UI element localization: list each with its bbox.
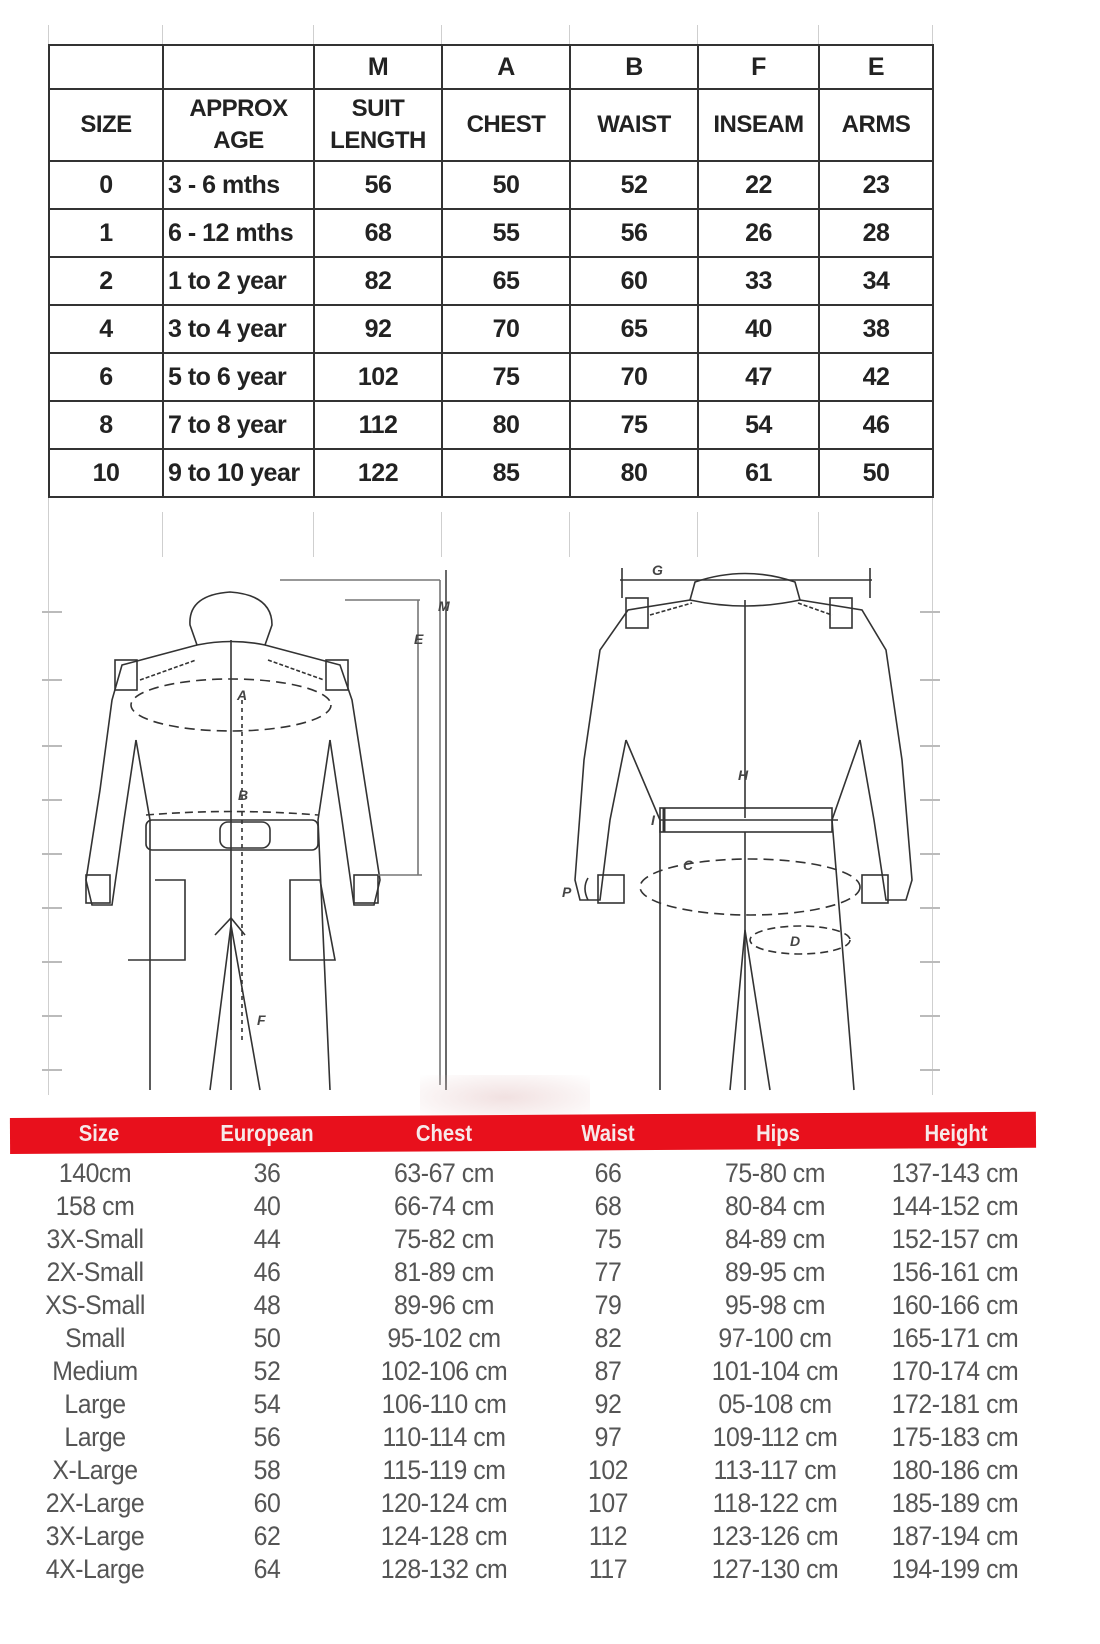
cell-waist: 97	[594, 1422, 622, 1452]
cell-chest: 115-119 cm	[382, 1455, 506, 1485]
header-hips: Hips	[756, 1120, 800, 1146]
letter-cell: E	[819, 45, 933, 89]
back-suit-drawing	[575, 568, 912, 1090]
label-m: M	[438, 598, 450, 614]
cell-hips: 89-95 cm	[725, 1257, 825, 1287]
cell-waist: 79	[594, 1290, 622, 1320]
adult-table-header-band	[10, 1112, 1036, 1154]
cell-waist: 65	[570, 305, 698, 353]
cell-size: 4X-Large	[45, 1554, 145, 1584]
cell-size: XS-Small	[45, 1290, 145, 1320]
label-p: P	[562, 884, 572, 900]
cell-size: 140cm	[58, 1158, 132, 1188]
label-i: I	[651, 812, 655, 828]
cell-suit-length: 82	[314, 257, 442, 305]
cell-european: 58	[253, 1455, 281, 1485]
cell-size: 2	[49, 257, 163, 305]
cell-hips: 80-84 cm	[725, 1191, 825, 1221]
cell-age: 7 to 8 year	[163, 401, 314, 449]
cell-size: X-Large	[52, 1455, 138, 1485]
cell-hips: 75-80 cm	[725, 1158, 825, 1188]
ruler-ticks	[42, 612, 940, 1070]
cell-size: 8	[49, 401, 163, 449]
cell-height: 172-181 cm	[891, 1389, 1019, 1419]
cell-waist: 56	[570, 209, 698, 257]
cell-hips: 84-89 cm	[725, 1224, 825, 1254]
cell-waist: 75	[570, 401, 698, 449]
cell-hips: 109-112 cm	[712, 1422, 838, 1452]
table-row	[49, 305, 933, 353]
cell-waist: 70	[570, 353, 698, 401]
cell-chest: 85	[442, 449, 570, 497]
cell-arms: 23	[819, 161, 933, 209]
cell-hips: 95-98 cm	[725, 1290, 825, 1320]
cell-inseam: 33	[698, 257, 819, 305]
cell-european: 56	[253, 1422, 281, 1452]
table-row	[49, 209, 933, 257]
cell-size: 4	[49, 305, 163, 353]
cell-hips: 97-100 cm	[718, 1323, 832, 1353]
cell-european: 50	[253, 1323, 281, 1353]
cell-waist: 117	[588, 1554, 628, 1584]
cell-arms: 38	[819, 305, 933, 353]
cell-arms: 34	[819, 257, 933, 305]
cell-european: 44	[253, 1224, 281, 1254]
table-row	[49, 353, 933, 401]
cell-chest: 50	[442, 161, 570, 209]
cell-suit-length: 68	[314, 209, 442, 257]
cell-size: Large	[64, 1389, 126, 1419]
cell-size: 10	[49, 449, 163, 497]
header-waist: Waist	[581, 1120, 635, 1146]
cell-arms: 28	[819, 209, 933, 257]
cell-height: 175-183 cm	[891, 1422, 1019, 1452]
cell-chest: 110-114 cm	[382, 1422, 506, 1452]
cell-height: 156-161 cm	[891, 1257, 1019, 1287]
letter-cell: B	[570, 45, 698, 89]
cell-waist: 52	[570, 161, 698, 209]
letter-cell: A	[442, 45, 570, 89]
cell-size: 2X-Large	[45, 1488, 145, 1518]
cell-chest: 95-102 cm	[387, 1323, 501, 1353]
table-row	[0, 1257, 1100, 1289]
cell-age: 3 - 6 mths	[163, 161, 314, 209]
cell-height: 187-194 cm	[891, 1521, 1019, 1551]
letter-cell: F	[698, 45, 819, 89]
image-artifact	[420, 1075, 590, 1120]
header-arms: ARMS	[819, 89, 933, 161]
cell-height: 137-143 cm	[891, 1158, 1019, 1188]
cell-height: 185-189 cm	[891, 1488, 1019, 1518]
cell-waist: 92	[594, 1389, 622, 1419]
cell-size: Medium	[52, 1356, 138, 1386]
header-waist: WAIST	[570, 89, 698, 161]
cell-size: 3X-Large	[45, 1521, 145, 1551]
cell-arms: 42	[819, 353, 933, 401]
cell-waist: 60	[570, 257, 698, 305]
cell-chest: 55	[442, 209, 570, 257]
cell-chest: 66-74 cm	[394, 1191, 494, 1221]
table-row	[49, 449, 933, 497]
cell-european: 60	[253, 1488, 281, 1518]
table-row	[0, 1422, 1100, 1454]
cell-european: 46	[253, 1257, 281, 1287]
header-chest: Chest	[415, 1120, 473, 1146]
cell-height: 152-157 cm	[891, 1224, 1019, 1254]
cell-age: 3 to 4 year	[163, 305, 314, 353]
measurement-letter-row	[49, 45, 933, 89]
cell-size: 6	[49, 353, 163, 401]
kids-size-table	[48, 44, 934, 498]
header-chest: CHEST	[442, 89, 570, 161]
cell-european: 40	[253, 1191, 281, 1221]
label-d: D	[790, 933, 801, 949]
cell-waist: 112	[588, 1521, 628, 1551]
cell-arms: 46	[819, 401, 933, 449]
cell-suit-length: 56	[314, 161, 442, 209]
table-row	[0, 1158, 1100, 1190]
cell-size: 3X-Small	[46, 1224, 144, 1254]
cell-waist: 87	[594, 1356, 622, 1386]
cell-waist: 77	[594, 1257, 622, 1287]
header-height: Height	[924, 1120, 988, 1146]
label-e: E	[414, 631, 424, 647]
cell-waist: 102	[587, 1455, 629, 1485]
cell-chest: 80	[442, 401, 570, 449]
cell-height: 170-174 cm	[891, 1356, 1019, 1386]
cell-chest: 75	[442, 353, 570, 401]
cell-waist: 68	[594, 1191, 622, 1221]
table-row	[0, 1455, 1100, 1487]
cell-hips: 123-126 cm	[711, 1521, 839, 1551]
letter-cell	[49, 45, 163, 89]
cell-height: 165-171 cm	[891, 1323, 1019, 1353]
label-g: G	[652, 562, 663, 578]
cell-chest: 89-96 cm	[394, 1290, 494, 1320]
table-row	[49, 257, 933, 305]
cell-size: 158 cm	[55, 1191, 135, 1221]
header-suit-length: SUIT LENGTH	[314, 89, 442, 161]
cell-suit-length: 122	[314, 449, 442, 497]
suit-measurement-diagram	[0, 515, 1100, 1095]
cell-suit-length: 102	[314, 353, 442, 401]
cell-chest: 63-67 cm	[394, 1158, 494, 1188]
header-size: SIZE	[49, 89, 163, 161]
cell-age: 6 - 12 mths	[163, 209, 314, 257]
cell-chest: 75-82 cm	[394, 1224, 494, 1254]
cell-chest: 124-128 cm	[380, 1521, 508, 1551]
cell-age: 1 to 2 year	[163, 257, 314, 305]
cell-arms: 50	[819, 449, 933, 497]
cell-suit-length: 92	[314, 305, 442, 353]
cell-size: Small	[65, 1323, 125, 1353]
cell-height: 144-152 cm	[891, 1191, 1019, 1221]
table-row	[49, 401, 933, 449]
cell-chest: 128-132 cm	[380, 1554, 508, 1584]
cell-european: 48	[253, 1290, 281, 1320]
label-c: C	[683, 857, 694, 873]
cell-european: 54	[253, 1389, 281, 1419]
table-row	[0, 1290, 1100, 1322]
cell-waist: 75	[594, 1224, 622, 1254]
column-header-row	[49, 89, 933, 161]
cell-inseam: 40	[698, 305, 819, 353]
cell-hips: 113-117 cm	[713, 1455, 837, 1485]
cell-size: Large	[64, 1422, 126, 1452]
cell-inseam: 54	[698, 401, 819, 449]
cell-age: 5 to 6 year	[163, 353, 314, 401]
label-a: A	[237, 687, 248, 703]
cell-height: 160-166 cm	[891, 1290, 1019, 1320]
header-inseam: INSEAM	[698, 89, 819, 161]
table-row	[0, 1191, 1100, 1223]
label-f: F	[257, 1012, 266, 1028]
cell-inseam: 47	[698, 353, 819, 401]
cell-inseam: 26	[698, 209, 819, 257]
cell-size: 0	[49, 161, 163, 209]
header-european: European	[220, 1120, 314, 1146]
header-size: Size	[78, 1120, 120, 1146]
table-row	[0, 1521, 1100, 1553]
letter-cell: M	[314, 45, 442, 89]
cell-hips: 127-130 cm	[711, 1554, 839, 1584]
table-row	[0, 1323, 1100, 1355]
cell-european: 52	[253, 1356, 281, 1386]
cell-height: 180-186 cm	[891, 1455, 1019, 1485]
cell-hips: 118-122 cm	[712, 1488, 838, 1518]
cell-waist: 107	[587, 1488, 629, 1518]
cell-waist: 66	[594, 1158, 622, 1188]
table-row	[0, 1356, 1100, 1388]
cell-waist: 82	[594, 1323, 622, 1353]
cell-chest: 102-106 cm	[380, 1356, 508, 1386]
cell-chest: 120-124 cm	[380, 1488, 508, 1518]
table-row	[0, 1488, 1100, 1520]
table-row	[49, 161, 933, 209]
cell-european: 62	[253, 1521, 281, 1551]
cell-waist: 80	[570, 449, 698, 497]
cell-hips: 101-104 cm	[711, 1356, 839, 1386]
table-row	[0, 1554, 1100, 1586]
cell-european: 64	[253, 1554, 281, 1584]
cell-size: 2X-Small	[46, 1257, 144, 1287]
table-row	[0, 1389, 1100, 1421]
header-approx-age: APPROX AGE	[163, 89, 314, 161]
cell-chest: 70	[442, 305, 570, 353]
cell-inseam: 22	[698, 161, 819, 209]
cell-hips: 05-108 cm	[718, 1389, 832, 1419]
cell-chest: 106-110 cm	[381, 1389, 507, 1419]
cell-height: 194-199 cm	[891, 1554, 1019, 1584]
letter-cell	[163, 45, 314, 89]
cell-european: 36	[253, 1158, 281, 1188]
cell-inseam: 61	[698, 449, 819, 497]
cell-chest: 65	[442, 257, 570, 305]
cell-size: 1	[49, 209, 163, 257]
cell-age: 9 to 10 year	[163, 449, 314, 497]
cell-chest: 81-89 cm	[394, 1257, 494, 1287]
label-b: B	[238, 787, 249, 803]
label-h: H	[738, 767, 749, 783]
cell-suit-length: 112	[314, 401, 442, 449]
table-row	[0, 1224, 1100, 1256]
